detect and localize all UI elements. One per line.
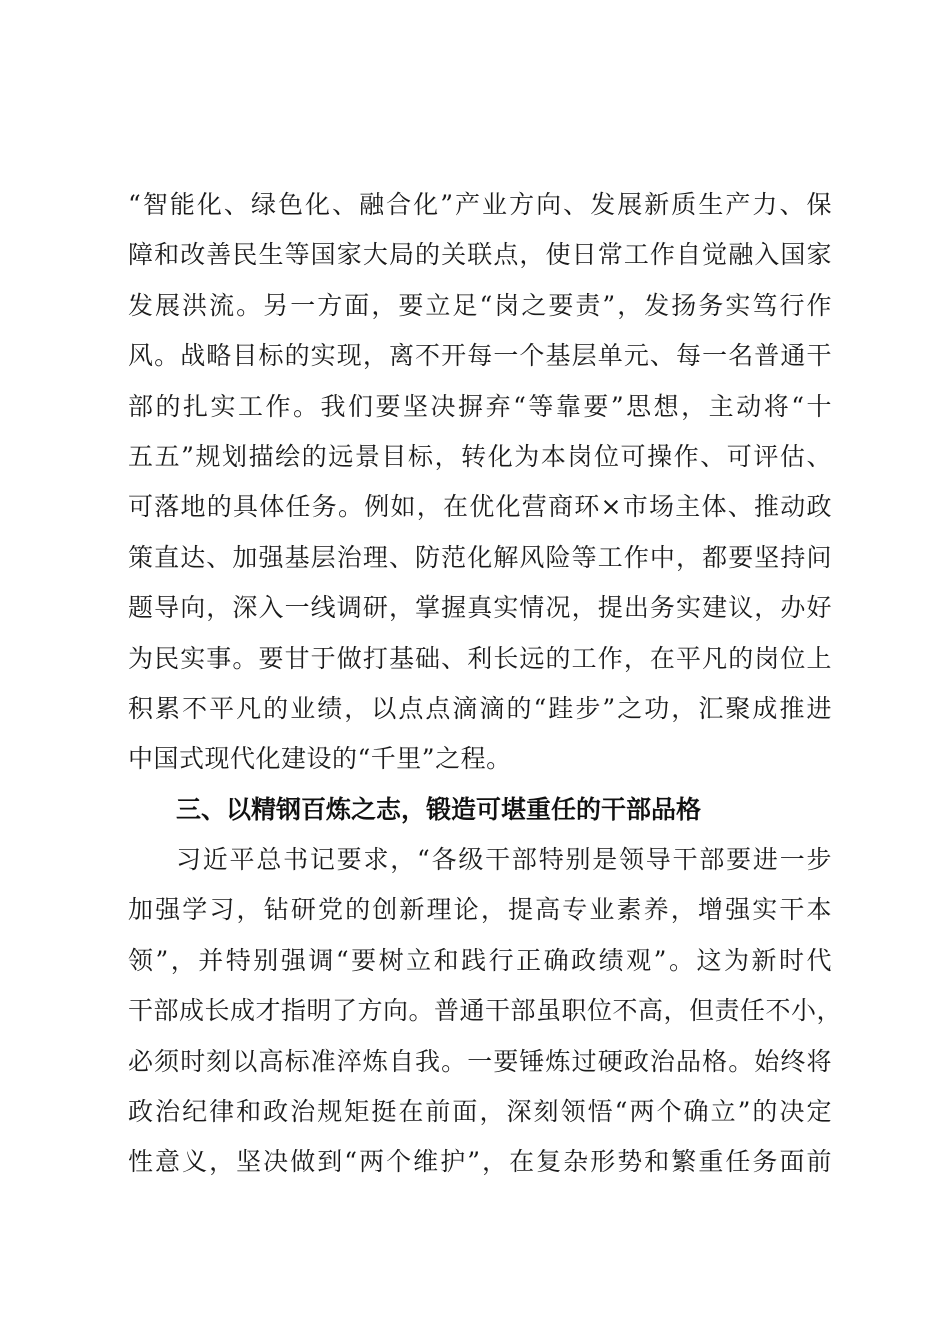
document-body xyxy=(128,180,843,1188)
paragraph-line: 发展洪流。另一方面，要立足“岗之要责”，发扬务实笃行作 xyxy=(128,290,832,320)
paragraph-line: “智能化、绿色化、融合化”产业方向、发展新质生产力、保 xyxy=(128,190,832,219)
paragraph-line: 部的扎实工作。我们要坚决摒弃“等靠要”思想，主动将“十 xyxy=(128,391,832,421)
paragraph-line: 政治纪律和政治规矩挺在前面，深刻领悟“两个确立”的决定 xyxy=(128,1097,832,1127)
paragraph-line: 性意义，坚决做到“两个维护”，在复杂形势和繁重任务面前 xyxy=(128,1147,832,1177)
paragraph-line: 干部成长成才指明了方向。普通干部虽职位不高，但责任不小， xyxy=(128,996,843,1026)
paragraph-line: 加强学习，钻研党的创新理论，提高专业素养，增强实干本 xyxy=(128,895,832,925)
paragraph-line: 必须时刻以高标准淬炼自我。一要锤炼过硬政治品格。始终将 xyxy=(128,1046,832,1076)
paragraph-line: 领”，并特别强调“要树立和践行正确政绩观”。这为新时代 xyxy=(128,945,832,975)
paragraph-line: 中国式现代化建设的“千里”之程。 xyxy=(128,744,512,774)
paragraph-line: 积累不平凡的业绩，以点点滴滴的“跬步”之功，汇聚成推进 xyxy=(128,693,832,723)
paragraph-line: 为民实事。要甘于做打基础、利长远的工作，在平凡的岗位上 xyxy=(128,643,832,673)
paragraph-line: 障和改善民生等国家大局的关联点，使日常工作自觉融入国家 xyxy=(128,240,832,270)
paragraph-line: 题导向，深入一线调研，掌握真实情况，提出务实建议，办好 xyxy=(128,593,832,623)
section-heading: 三、以精钢百炼之志，锻造可堪重任的干部品格 xyxy=(176,794,702,824)
paragraph-line: 习近平总书记要求，“各级干部特别是领导干部要进一步 xyxy=(176,845,832,875)
paragraph-line: 策直达、加强基层治理、防范化解风险等工作中，都要坚持问 xyxy=(128,542,832,572)
paragraph-line: 可落地的具体任务。例如，在优化营商环×市场主体、推动政 xyxy=(128,492,832,522)
paragraph-line: 风。战略目标的实现，离不开每一个基层单元、每一名普通干 xyxy=(128,341,832,371)
paragraph-line: 五五”规划描绘的远景目标，转化为本岗位可操作、可评估、 xyxy=(128,441,832,471)
